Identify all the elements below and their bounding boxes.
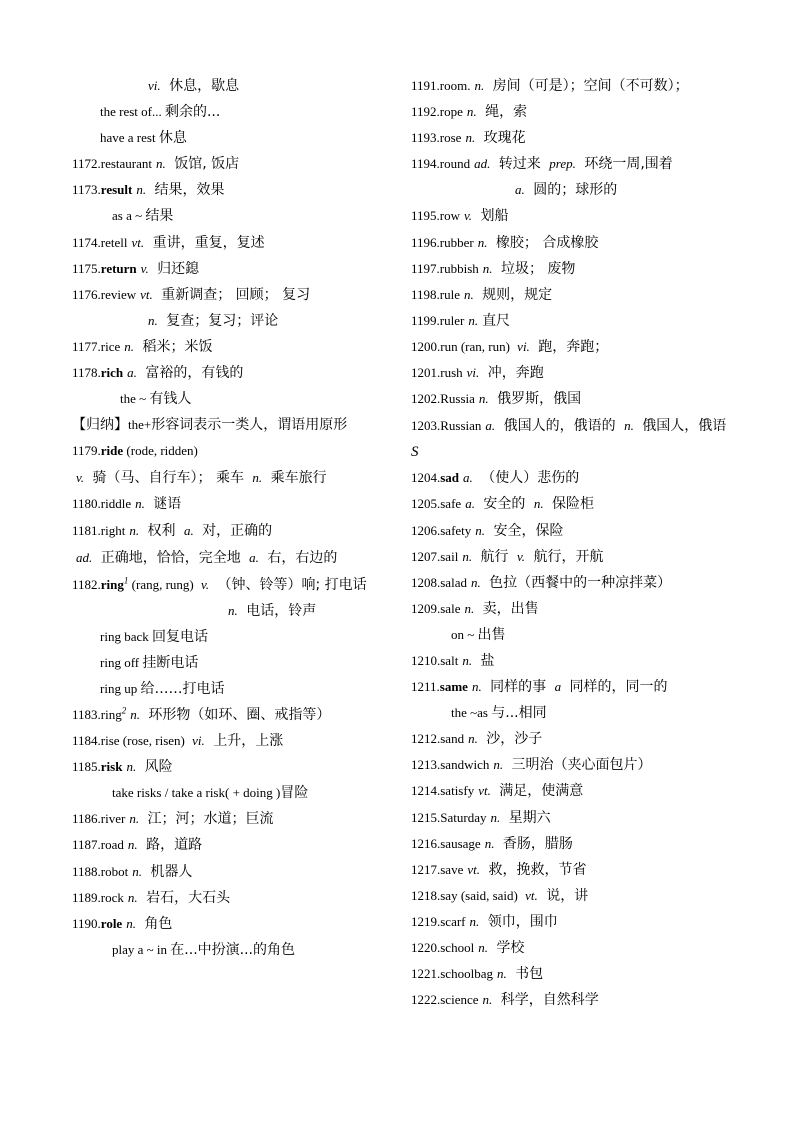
vocab-line [72, 99, 390, 125]
vocab-text: sad [440, 470, 460, 486]
vocab-line [72, 151, 390, 177]
vocab-line [411, 439, 731, 465]
vocab-line [72, 308, 390, 334]
vocab-line [72, 412, 390, 438]
vocab-text: 休息，歇息 [164, 78, 240, 94]
vocab-text: rich [100, 365, 124, 381]
vocab-text: 冲，奔跑 [483, 365, 544, 382]
vocab-text: a. [249, 549, 259, 565]
vocab-text: 领巾，围巾 [483, 913, 558, 930]
vocab-text: 江；河；水道；巨流 [143, 811, 274, 828]
vocab-line [72, 598, 390, 624]
vocab-text: 1189.rock [72, 889, 124, 905]
vocab-text: 规则，规定 [477, 286, 553, 303]
vocab-text: a. [515, 182, 525, 198]
vocab-text: 复查；复习；评论 [161, 312, 279, 329]
vocab-text: 同样的事 [485, 679, 551, 696]
vocab-text: 形容词表示一类人，谓语用原形 [151, 417, 348, 434]
vocab-line [411, 360, 731, 386]
vocab-text: vt. [467, 861, 480, 877]
vocab-text: 对，正确的 [197, 522, 273, 539]
vocab-text: 1179. [72, 443, 101, 459]
vocab-text: 转过来 [494, 156, 546, 173]
vocab-text: 保险柜 [547, 496, 595, 513]
vocab-text: ring up [100, 680, 141, 696]
vocab-text: v. [516, 548, 526, 564]
vocab-line [411, 282, 731, 308]
vocab-text: vi. [517, 338, 530, 354]
vocab-text: 1220.school [411, 940, 475, 955]
vocab-text: 饭馆, 饭店 [169, 156, 240, 173]
vocab-line [72, 911, 390, 937]
vocab-text: 科学，自然科学 [496, 992, 599, 1009]
vocab-text: 给……打电话 [140, 680, 225, 697]
vocab-text: 1182. [72, 576, 101, 592]
vocab-line [411, 518, 731, 544]
vocab-text: 1185. [72, 759, 101, 775]
vocab-text: 归还鎴 [152, 260, 200, 277]
vocab-text: 色拉（西餐中的一种凉拌菜） [484, 574, 672, 591]
vocab-text: 1188.robot [72, 863, 129, 879]
vocab-text: take risks / take a risk( + doing ) [112, 785, 281, 801]
vocab-line [411, 151, 731, 177]
vocab-line [411, 465, 731, 491]
vocab-line [411, 491, 731, 517]
vocab-text: n. [484, 835, 495, 851]
vocab-line [72, 754, 390, 780]
vocab-text: 1181.right [72, 522, 126, 538]
vocab-text: ring [100, 576, 124, 592]
vocab-text: 回复电话 [151, 628, 208, 645]
vocab-line [72, 256, 390, 282]
vocab-line [411, 230, 731, 256]
vocab-text: vt. [140, 286, 153, 302]
vocab-text: v. [464, 208, 473, 224]
vocab-text: n. [490, 809, 501, 825]
vocab-text: n. [478, 940, 488, 955]
vocab-text: 1195.row [411, 208, 460, 224]
vocab-text: n. [533, 496, 544, 512]
vocab-line [411, 177, 731, 203]
vocab-text: n. [471, 679, 482, 695]
vocab-text: 1209.sale [411, 600, 461, 616]
vocab-line [72, 177, 390, 203]
vocab-line [411, 99, 731, 125]
vocab-text: 1183.ring [72, 706, 122, 722]
vocab-line [72, 650, 390, 676]
vocab-line [72, 125, 390, 151]
vocab-line [72, 859, 390, 885]
vocab-text: vi. [148, 78, 161, 93]
vocab-line [72, 728, 390, 754]
vocab-text: 冒险 [280, 785, 309, 802]
vocab-text: role [100, 915, 123, 931]
vocab-text: 结果，效果 [150, 182, 225, 199]
vocab-text: n. [462, 652, 473, 668]
vocab-text: n. [466, 104, 477, 120]
vocab-text: (rode, ridden) [123, 443, 198, 459]
vocab-text: 剩余的... [164, 104, 221, 121]
vocab-text: risk [100, 759, 123, 775]
vocab-line [72, 937, 390, 963]
vocab-text: a. [485, 418, 496, 434]
vocab-text: ad. [76, 549, 93, 565]
vocab-text: 在...中扮演...的角色 [170, 941, 295, 958]
vocab-text: have a rest [100, 130, 159, 146]
vocab-text: 出售 [477, 626, 506, 643]
vocab-text: 1215.Saturday [411, 809, 487, 825]
right-column [411, 73, 731, 1013]
vocab-line [411, 909, 731, 935]
vocab-text: 环形物（如环、圈、戒指等） [143, 706, 331, 723]
vocab-text: n. [474, 78, 485, 93]
vocab-text: n. [126, 759, 137, 775]
vocab-text: 1217.save [411, 861, 464, 877]
vocab-text: n. [124, 338, 134, 354]
vocab-line [72, 544, 390, 571]
vocab-text: n. [136, 182, 147, 198]
vocab-text: a. [127, 365, 137, 381]
vocab-text: 岩石，大石头 [141, 889, 231, 906]
vocab-text: n. [463, 286, 474, 302]
vocab-text: 1218.say (said, said) [411, 887, 522, 903]
vocab-line [411, 961, 731, 987]
vocab-text: n. [127, 889, 138, 905]
vocab-text: 三明治（夹心面包片） [507, 757, 652, 774]
vocab-text: 航行 [476, 548, 513, 565]
vocab-text: 休息 [158, 130, 187, 147]
vocab-line [411, 700, 731, 726]
vocab-text: the rest of... [100, 104, 165, 120]
vocab-line [411, 805, 731, 831]
vocab-text: n. [470, 574, 481, 590]
vocab-line [411, 726, 731, 752]
vocab-text: S [411, 444, 419, 461]
vocab-text: n. [228, 602, 238, 618]
vocab-text: 1207.sail [411, 548, 459, 564]
vocab-text: 稻米；米饭 [138, 338, 213, 355]
vocab-line [411, 386, 731, 412]
vocab-text: v. [201, 576, 210, 592]
vocab-text: 1208.salad [411, 574, 467, 590]
vocab-text: ring back [100, 628, 152, 644]
vocab-line [411, 570, 731, 596]
vocab-text: n. [462, 548, 473, 564]
vocab-line [72, 885, 390, 911]
vocab-text: 风险 [140, 759, 173, 776]
vocab-text: the ~as [451, 705, 492, 721]
vocab-line [72, 702, 390, 728]
vocab-text: 1203.Russian [411, 418, 482, 434]
vocab-text: ring off [100, 654, 143, 670]
vocab-text: 右，右边的 [262, 549, 338, 566]
vocab-text: n. [482, 992, 493, 1008]
vocab-text: 1205.safe [411, 496, 462, 512]
vocab-text: 正确地，恰恰，完全地 [96, 549, 246, 566]
vocab-text: n. [126, 915, 136, 931]
vocab-text: 重讲，重复，复述 [148, 234, 265, 251]
vocab-text: a. [183, 522, 194, 538]
vocab-text: 1219.scarf [411, 913, 466, 929]
vocab-text: 1196.rubber [411, 234, 474, 250]
vocab-text: 1172.restaurant [72, 156, 153, 172]
vocab-text: 跑，奔跑； [533, 338, 609, 355]
vocab-text: 救，挽救，节省 [484, 861, 587, 878]
vocab-text: 富裕的，有钱的 [140, 365, 244, 382]
vocab-line [411, 883, 731, 909]
vocab-text: 1177.rice [72, 338, 121, 354]
vocab-text: n. [132, 863, 142, 879]
vocab-text: 航行，开航 [529, 548, 604, 565]
vocab-text: 满足，使满意 [494, 783, 584, 800]
vocab-text: 俄国人，俄语 [637, 418, 727, 435]
vocab-line [411, 334, 731, 360]
vocab-text: n. [468, 312, 479, 328]
vocab-line [411, 125, 731, 151]
vocab-text: 上升，上涨 [208, 733, 284, 750]
vocab-text: the+ [128, 417, 152, 433]
vocab-text: 1175. [72, 260, 101, 276]
vocab-text: 【归纳】 [72, 417, 128, 434]
vocab-line [411, 203, 731, 229]
vocab-line [72, 386, 390, 412]
vocab-line [72, 464, 390, 491]
vocab-line [411, 412, 731, 439]
vocab-text: 1191.room. [411, 78, 471, 93]
vocab-text: n. [129, 522, 140, 538]
vocab-text: vi. [192, 733, 205, 749]
vocab-text: 安全的 [478, 496, 530, 513]
vocab-line [411, 674, 731, 700]
vocab-text: n. [496, 966, 507, 982]
vocab-text: n. [127, 837, 138, 853]
vocab-line [411, 935, 731, 961]
vocab-text: 学校 [491, 940, 525, 956]
vocab-text: 1190. [72, 915, 101, 931]
vocab-line [72, 806, 390, 832]
vocab-text: ride [100, 443, 124, 459]
vocab-text: 重新调查； 回顾； 复习 [156, 286, 311, 303]
vocab-text: vi. [466, 365, 480, 381]
vocab-line [411, 778, 731, 804]
vocab-text: n. [624, 418, 634, 434]
vocab-line [72, 491, 390, 517]
vocab-text: 1187.road [72, 837, 124, 853]
vocab-text: vt. [131, 234, 145, 250]
vocab-text: 1210.salt [411, 652, 459, 668]
vocab-text: 1201.rush [411, 365, 463, 381]
vocab-line [411, 256, 731, 282]
vocab-text: 星期六 [504, 809, 551, 826]
vocab-text: 1 [123, 574, 129, 585]
vocab-text: n. [465, 130, 476, 146]
vocab-text: n. [475, 522, 486, 538]
vocab-text: 圆的；球形的 [528, 182, 618, 199]
vocab-text: 1174.retell [72, 234, 128, 250]
vocab-text: n. [478, 391, 489, 407]
vocab-text: 垃圾； 废物 [496, 260, 576, 277]
left-column [72, 73, 390, 963]
vocab-line [72, 624, 390, 650]
vocab-text: the ~ [120, 391, 150, 407]
vocab-text: n. [493, 757, 504, 773]
vocab-text: 1202.Russia [411, 391, 475, 407]
vocab-text: 直尺 [482, 312, 511, 329]
vocab-line [411, 831, 731, 857]
vocab-text: 结果 [145, 208, 174, 225]
vocab-text: 盐 [476, 652, 495, 669]
vocab-line [72, 438, 390, 464]
vocab-text: n. [469, 913, 480, 929]
vocab-text: 路，道路 [141, 837, 203, 854]
vocab-text: 俄罗斯，俄国 [492, 391, 582, 408]
vocab-line [72, 360, 390, 386]
vocab-text: 1212.sand [411, 731, 465, 747]
vocab-text: 1200.run (ran, run) [411, 338, 514, 354]
vocab-text: 1211. [411, 679, 440, 695]
vocab-text: 电话，铃声 [241, 602, 317, 619]
vocab-text: a [554, 679, 562, 695]
vocab-line [411, 648, 731, 674]
vocab-text: 1186.river [72, 811, 126, 827]
vocab-text: 1192.rope [411, 104, 463, 120]
vocab-text: a. [465, 496, 475, 512]
vocab-text: vt. [478, 783, 491, 799]
vocab-text: 1194.round [411, 156, 471, 172]
vocab-text: ad. [474, 156, 491, 172]
vocab-text: 说，讲 [541, 887, 589, 904]
vocab-text: 骑（马、自行车）； 乘车 [88, 470, 249, 487]
vocab-text: n. [252, 470, 263, 486]
vocab-text: 1206.safety [411, 522, 472, 538]
vocab-text: (rang, rung) [128, 576, 197, 592]
vocab-text: 乘车旅行 [266, 470, 327, 487]
vocab-text: 划船 [476, 208, 509, 225]
vocab-text: n. [464, 600, 475, 616]
vocab-line [72, 282, 390, 308]
vocab-text: 卖，出售 [478, 600, 539, 617]
vocab-line [411, 596, 731, 622]
vocab-text: 玫瑰花 [479, 130, 526, 147]
vocab-text: 与...相同 [491, 705, 547, 722]
vocab-text: same [439, 679, 468, 695]
vocab-text: （使人）悲伤的 [476, 470, 580, 487]
vocab-line [411, 622, 731, 648]
vocab-line [72, 203, 390, 229]
vocab-text: 1184.rise (rose, risen) [72, 733, 189, 749]
vocab-text: 1197.rubbish [411, 260, 479, 276]
vocab-text: 角色 [139, 915, 173, 932]
vocab-text: n. [135, 496, 145, 512]
vocab-line [72, 73, 390, 99]
vocab-text: 1222.science [411, 992, 479, 1008]
vocab-line [411, 544, 731, 570]
vocab-text: 书包 [510, 966, 544, 983]
vocab-text: on ~ [451, 626, 478, 642]
vocab-line [72, 676, 390, 702]
vocab-text: 俄国人的，俄语的 [499, 418, 621, 435]
vocab-line [411, 752, 731, 778]
vocab-text: 房间（可是）；空间（不可数）； [488, 78, 689, 94]
vocab-text: n. [482, 260, 493, 276]
vocab-text: return [100, 260, 137, 276]
vocab-line [72, 230, 390, 256]
vocab-text: 环绕一周,围着 [579, 156, 673, 173]
vocab-text: n. [130, 706, 140, 722]
vocab-text: as a ~ [112, 208, 146, 224]
vocab-text: 沙，沙子 [481, 731, 543, 748]
vocab-text: v. [76, 470, 85, 486]
vocab-line [411, 73, 731, 99]
vocab-text: 1213.sandwich [411, 757, 490, 773]
vocab-text: prep. [549, 156, 576, 172]
vocab-text: 挂断电话 [142, 654, 199, 671]
vocab-text: 1216.sausage [411, 835, 481, 851]
vocab-text: 1198.rule [411, 286, 460, 302]
vocab-text: 香肠，腊肠 [498, 835, 573, 852]
vocab-text: play a ~ in [112, 941, 171, 957]
vocab-text: 1221.schoolbag [411, 966, 493, 982]
vocab-line [72, 334, 390, 360]
vocab-text: 1173. [72, 182, 101, 198]
vocab-text: 1204. [411, 470, 441, 486]
vocab-line [72, 518, 390, 544]
vocab-text: 同样的，同一的 [565, 679, 668, 696]
vocab-line [72, 780, 390, 806]
vocab-text: 1199.ruler [411, 312, 465, 328]
vocab-text: n. [468, 731, 478, 747]
vocab-line [72, 832, 390, 858]
vocab-text: v. [140, 260, 149, 276]
vocab-text: 有钱人 [149, 391, 192, 408]
vocab-text: 1214.satisfy [411, 783, 475, 799]
vocab-text: 橡胶； 合成橡胶 [491, 234, 599, 251]
vocab-line [411, 987, 731, 1013]
vocab-text: n. [156, 156, 166, 172]
vocab-text: 1193.rose [411, 130, 462, 146]
vocab-line [72, 571, 390, 598]
vocab-text: n. [477, 234, 488, 250]
vocab-text: 2 [121, 705, 127, 716]
vocab-text: 权利 [143, 522, 180, 539]
vocab-text: a. [463, 470, 473, 486]
vocab-text: 安全，保险 [489, 522, 564, 539]
vocab-text: （钟、铃等）响; 打电话 [213, 576, 367, 593]
vocab-text: 1178. [72, 365, 101, 381]
vocab-text: vt. [525, 887, 538, 903]
vocab-text: n. [129, 811, 140, 827]
vocab-text: 1176.review [72, 286, 137, 302]
vocab-text: 绳，索 [480, 104, 528, 121]
vocab-line [411, 308, 731, 334]
vocab-text: n. [148, 312, 158, 328]
vocab-text: result [100, 182, 133, 198]
vocab-line [411, 857, 731, 883]
vocab-text: 谜语 [148, 496, 182, 513]
vocab-text: 机器人 [145, 863, 193, 880]
vocab-text: 1180.riddle [72, 496, 132, 512]
